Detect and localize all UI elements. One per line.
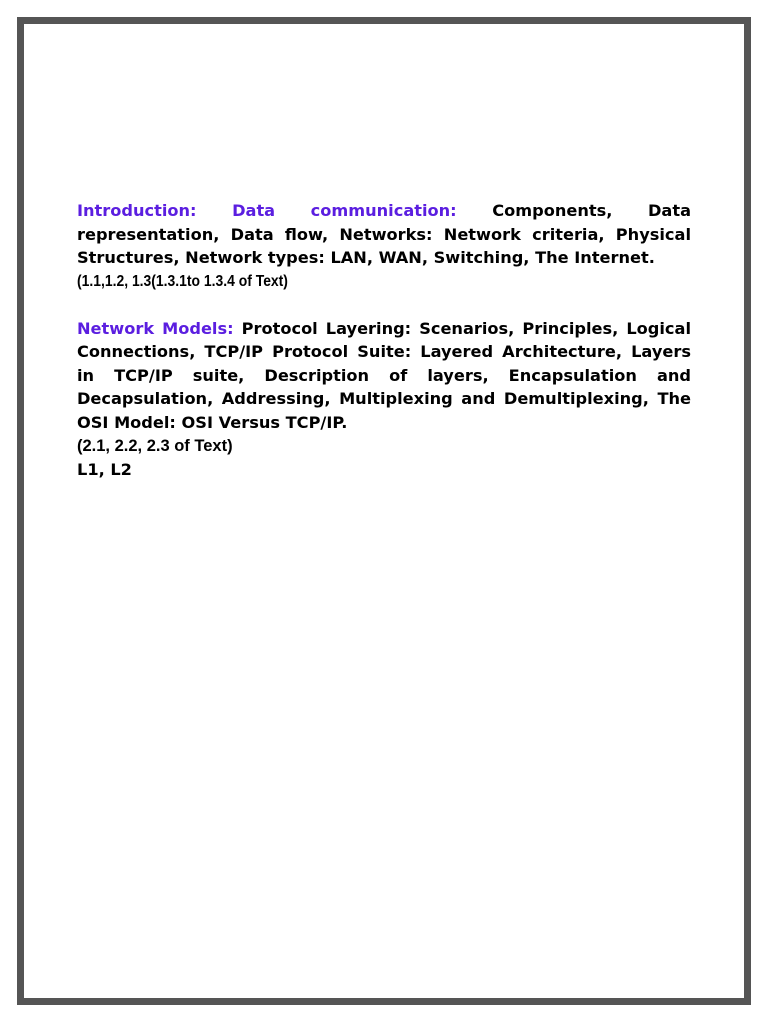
section-spacer [77,293,691,317]
introduction-reference: (1.1,1.2, 1.3(1.3.1to 1.3.4 of Text) [77,272,288,290]
learning-levels: L1, L2 [77,460,132,479]
syllabus-content [77,199,691,482]
section-introduction [77,199,691,270]
introduction-body: Components, Data representation, Data flow, Networks: Network criteria, Physical Structures, Network types: LAN, WAN, Switching, The Internet. [77,201,691,267]
network-models-body: Protocol Layering: Scenarios, Principles, Logical Connections, TCP/IP Protocol Suite: Layered Architecture, Layers in TCP/IP suite, Description of layers, Encapsulation and Decapsulation, Addressing, Multiplexing and Demultiplexing, The OSI Model: OSI Versus TCP/IP. [77,318,691,432]
introduction-heading: Introduction: Data communication: [77,201,457,220]
network-models-reference: (2.1, 2.2, 2.3 of Text) [77,437,233,455]
network-models-heading: Network Models: [77,318,234,338]
page-border [17,17,751,1005]
section-network-models [77,317,691,435]
